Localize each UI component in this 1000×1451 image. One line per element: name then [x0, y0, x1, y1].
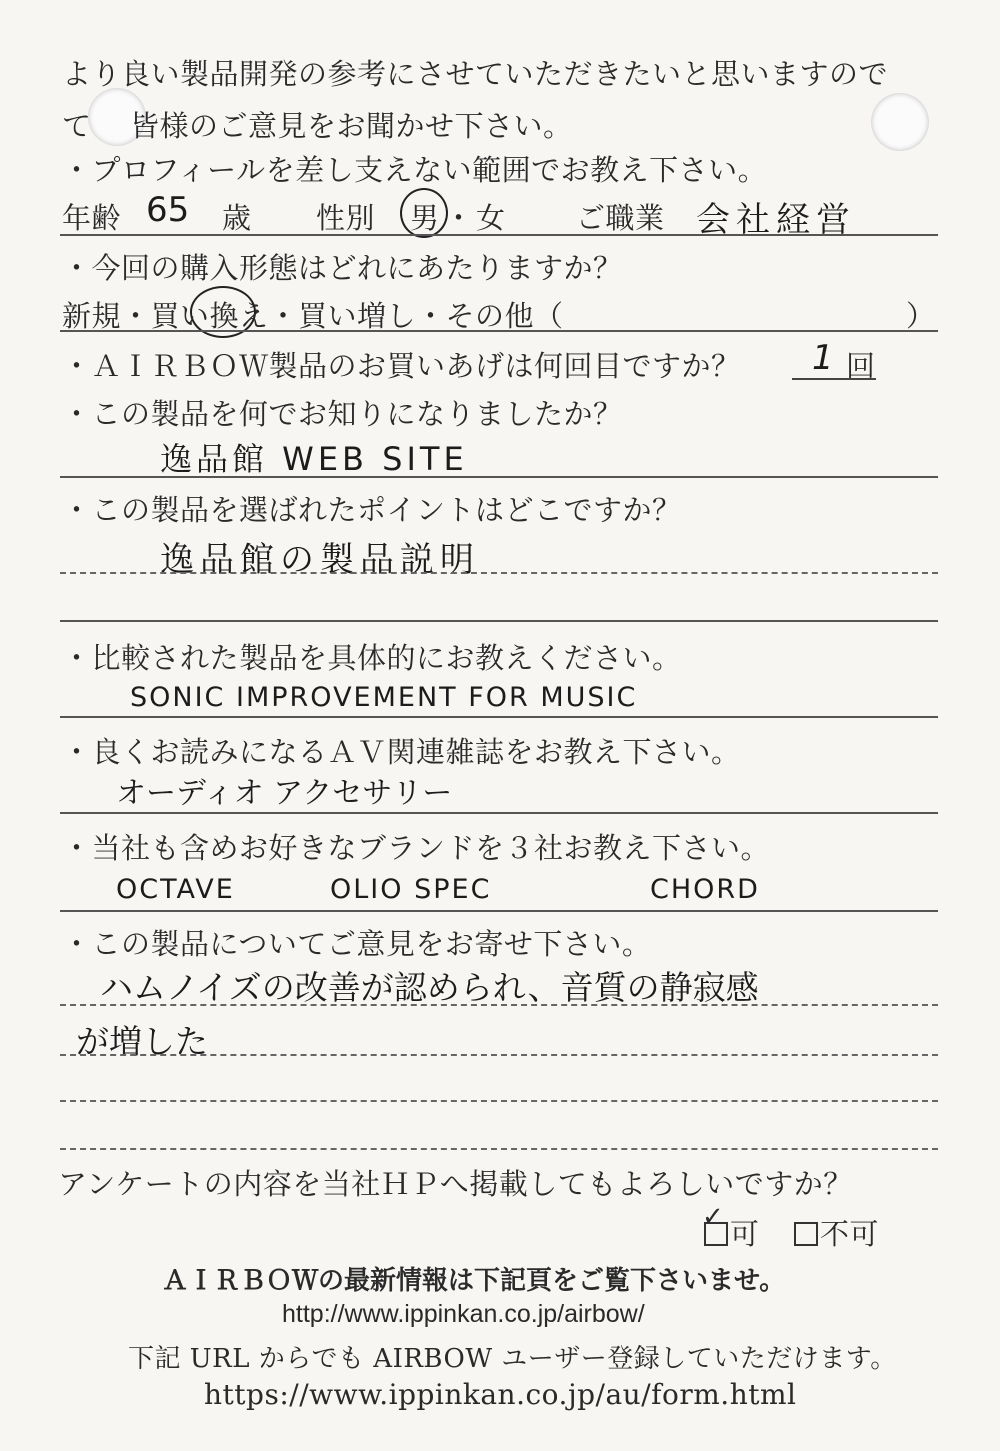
point-question: ・この製品を選ばれたポイントはどこですか？	[62, 493, 682, 527]
purchase-question: ・今回の購入形態はどれにあたりますか？	[62, 251, 623, 285]
purchase-options: 新規・買い換え・買い増し・その他（	[62, 299, 564, 333]
brand-2: OLIO SPEC	[330, 874, 492, 905]
intro-line-1: より良い製品開発の参考にさせていただきたいと思いますので	[62, 57, 889, 91]
job-value: 会社経営	[696, 200, 856, 240]
publish-no-checkbox	[794, 1222, 818, 1246]
publish-yes-label: 可	[730, 1217, 760, 1251]
intro-line-2a: て	[62, 109, 92, 143]
age-unit: 歳	[222, 201, 252, 235]
publish-no-option	[794, 1212, 879, 1253]
gender-label: 性別	[316, 201, 376, 235]
opinion-dash-2	[60, 1054, 938, 1056]
purchase-rule	[60, 330, 938, 332]
opinion-dash-1	[60, 1004, 938, 1006]
brand-3: CHORD	[650, 874, 760, 905]
gender-selection-circle	[400, 188, 448, 238]
footer-url-2: https://www.ippinkan.co.jp/au/form.html	[204, 1378, 797, 1411]
source-question: ・この製品を何でお知りになりましたか？	[62, 397, 623, 431]
opinion-dash-3	[60, 1100, 938, 1102]
brands-rule	[60, 910, 938, 912]
opinion-question: ・この製品についてご意見をお寄せ下さい。	[62, 927, 652, 961]
gender-female: 女	[476, 201, 506, 235]
footer-title: ＡＩＲＢＯＷの最新情報は下記頁をご覧下さいませ。	[162, 1265, 786, 1295]
count-underline	[792, 378, 876, 380]
footer-register: 下記 URL からでも AIRBOW ユーザー登録していただけます。	[128, 1344, 897, 1374]
gender-separator: ・	[444, 201, 474, 235]
purchase-options-close: ）	[906, 299, 936, 333]
brands-question: ・当社も含めお好きなブランドを３社お教え下さい。	[62, 831, 771, 865]
magazine-question: ・良くお読みになるＡＶ関連雑誌をお教え下さい。	[62, 735, 741, 769]
magazine-answer: オーディオ アクセサリー	[116, 776, 453, 811]
point-answer: 逸品館の製品説明	[160, 540, 480, 580]
point-dash-1	[60, 572, 938, 574]
opinion-line-2: が増した	[76, 1022, 208, 1061]
magazine-rule	[60, 812, 938, 814]
compare-rule	[60, 716, 938, 718]
opinion-dash-4	[60, 1148, 938, 1150]
punch-hole-right	[871, 93, 929, 151]
age-value: 65	[146, 190, 190, 230]
publish-no-label: 不可	[820, 1217, 880, 1251]
profile-question: ・プロフィールを差し支えない範囲でお教え下さい。	[62, 153, 768, 187]
source-answer: 逸品館 WEB SITE	[160, 440, 468, 478]
point-rule	[60, 620, 938, 622]
age-label: 年齢	[62, 201, 122, 235]
count-unit: 回	[846, 349, 876, 383]
gender-male: 男	[410, 201, 440, 235]
publish-yes-check-mark: ✓	[702, 1202, 724, 1232]
count-question: ・ＡＩＲＢＯＷ製品のお買いあげは何回目ですか？	[62, 349, 741, 383]
job-label: ご職業	[576, 201, 665, 235]
compare-question: ・比較された製品を具体的にお教えください。	[62, 641, 682, 675]
compare-answer: SONIC IMPROVEMENT FOR MUSIC	[130, 682, 638, 713]
opinion-line-1: ハムノイズの改善が認められ、音質の静寂感	[100, 968, 759, 1007]
profile-rule	[60, 234, 938, 236]
brand-1: OCTAVE	[116, 874, 235, 905]
intro-line-2b: 皆様のご意見をお聞かせ下さい。	[130, 109, 573, 143]
count-value: 1	[812, 338, 834, 378]
publish-question: アンケートの内容を当社ＨＰへ掲載してもよろしいですか？	[58, 1167, 853, 1201]
source-rule	[60, 476, 938, 478]
footer-url-1: http://www.ippinkan.co.jp/airbow/	[282, 1300, 645, 1328]
